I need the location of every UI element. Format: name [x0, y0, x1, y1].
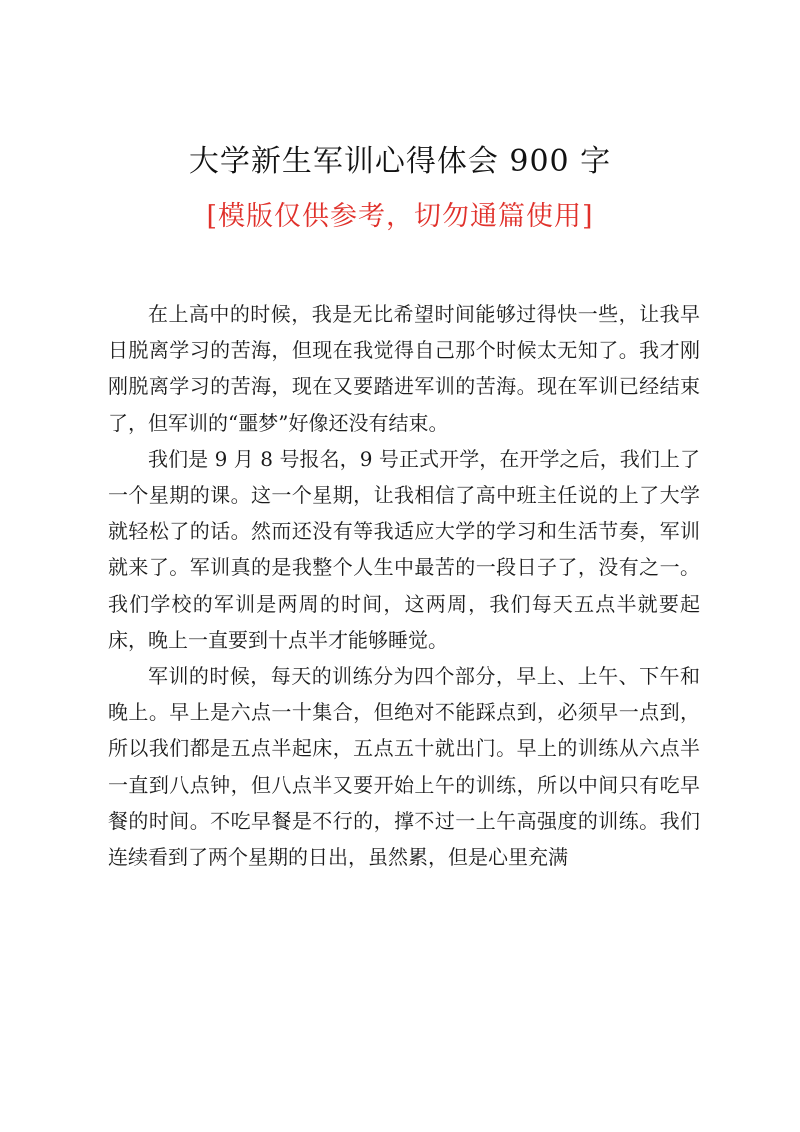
document-body	[108, 296, 700, 875]
paragraph: 在上高中的时候，我是无比希望时间能够过得快一些，让我早日脱离学习的苦海，但现在我觉得自己那个时候太无知了。我才刚刚脱离学习的苦海，现在又要踏进军训的苦海。现在军训已经结束了，但军训的“噩梦”好像还没有结束。	[108, 302, 700, 435]
paragraph: 我们是 9 月 8 号报名，9 号正式开学，在开学之后，我们上了一个星期的课。这一个星期，让我相信了高中班主任说的上了大学就轻松了的话。然而还没有等我适应大学的学习和生活节奏，军训就来了。军训真的是我整个人生中最苦的一段日子了，没有之一。我们学校的军训是两周的时间，这两周，我们每天五点半就要起床，晚上一直要到十点半才能够睡觉。	[108, 446, 700, 652]
paragraph: 军训的时候，每天的训练分为四个部分，早上、上午、下午和晚上。早上是六点一十集合，但绝对不能踩点到，必须早一点到，所以我们都是五点半起床，五点五十就出门。早上的训练从六点半一直到八点钟，但八点半又要开始上午的训练，所以中间只有吃早餐的时间。不吃早餐是不行的，撑不过一上午高强度的训练。我们连续看到了两个星期的日出，虽然累，但是心里充满	[108, 664, 700, 870]
template-notice: [模版仅供参考，切勿通篇使用]	[206, 201, 594, 232]
document-title: 大学新生军训心得体会 900 字	[188, 144, 612, 179]
